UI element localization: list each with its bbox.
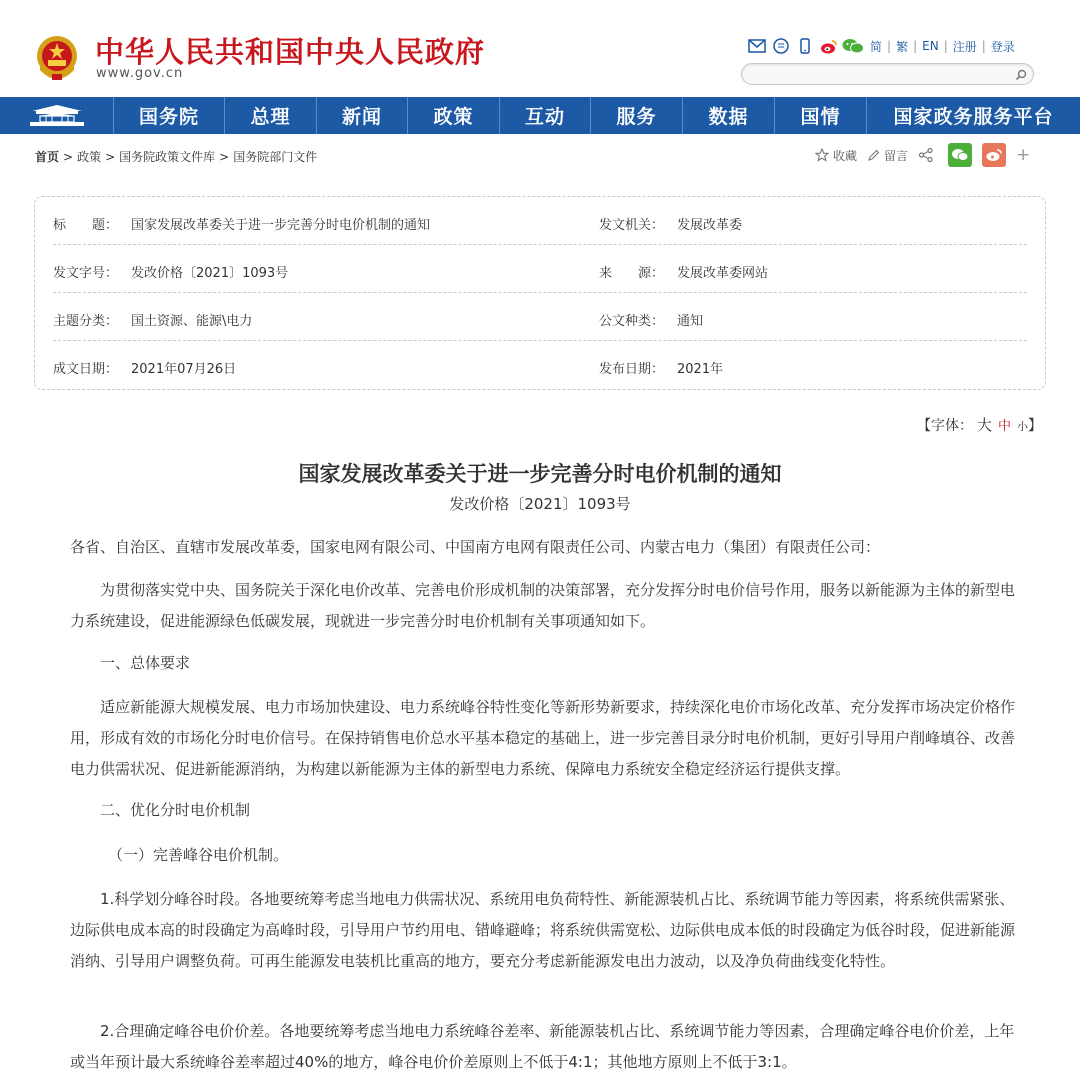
font-size-control: [917, 414, 1042, 435]
article-paragraph-general: 适应新能源大规模发展、电力市场加快建设、电力系统峰谷特性变化等新形势新要求，持续深化电价市场化改革、充分发挥市场决定价格作用，形成有效的市场化分时电价信号。在保持销售电价总水平基本稳定的基础上，进一步完善目录分时电价机制，更好引导用户削峰填谷、改善电力供需状况、促进新能源消纳，为构建以新能源为主体的新型电力系统、保障电力系统安全稳定经济运行提供支撑。: [70, 698, 1016, 778]
font-size-large[interactable]: 大: [977, 416, 993, 434]
breadcrumb-separator: >: [63, 149, 74, 164]
title-value: 国家发展改革委关于进一步完善分时电价机制的通知: [131, 218, 431, 233]
article-paragraph-addressees: 各省、自治区、直辖市发展改革委，国家电网有限公司、中国南方电网有限责任公司、内蒙古电力（集团）有限责任公司：: [70, 538, 881, 556]
info-row: [53, 341, 1027, 389]
nav-state-council[interactable]: 国务院: [114, 97, 225, 134]
search-input[interactable]: [752, 66, 1012, 82]
issuer-label: 发文机关：: [599, 218, 665, 233]
login-link[interactable]: 登录: [990, 39, 1015, 54]
link-separator: |: [887, 39, 892, 53]
nav-premier[interactable]: 总理: [225, 97, 317, 134]
article-paragraph-price-gap: 2.合理确定峰谷电价价差。各地要统筹考虑当地电力系统峰谷差率、新能源装机占比、系统调节能力等因素，合理确定峰谷电价价差，上年或当年预计最大系统峰谷差率超过40%的地方，峰谷电价价差原则上不低于4:1；其他地方原则上不低于3:1。: [70, 1022, 1015, 1071]
info-row: [53, 293, 1027, 341]
breadcrumb-department-docs[interactable]: 国务院部门文件: [233, 150, 318, 164]
nav-interaction[interactable]: 互动: [500, 97, 591, 134]
english-link[interactable]: EN: [922, 39, 939, 53]
font-size-medium[interactable]: 中: [998, 419, 1012, 434]
register-link[interactable]: 注册: [952, 39, 977, 54]
language-links: [870, 38, 1015, 55]
docno-value: 发改价格〔2021〕1093号: [131, 266, 289, 281]
article-paragraph-time-division: 1.科学划分峰谷时段。各地要统筹考虑当地电力供需状况、系统用电负荷特性、新能源装机占比、系统调节能力等因素，将系统供需紧张、边际供电成本高的时段确定为高峰时段，引导用户节约用电、错峰避峰；将系统供需宽松、边际供电成本低的时段确定为低谷时段，促进新能源消纳、引导用户调整负荷。可再生能源发电装机比重高的地方，要充分考虑新能源发电出力波动，以及净负荷曲线变化特性。: [70, 890, 1016, 970]
link-separator: |: [913, 39, 918, 53]
title-label: 标 题：: [53, 218, 119, 233]
breadcrumb-separator: >: [219, 149, 230, 164]
article-heading-general: 一、总体要求: [100, 654, 191, 672]
mobile-icon[interactable]: [794, 36, 816, 56]
traditional-chinese-link[interactable]: 繁: [896, 39, 909, 54]
top-tools: [746, 36, 1015, 56]
breadcrumb-policy-library[interactable]: 国务院政策文件库: [119, 150, 216, 164]
search-icon[interactable]: [1013, 67, 1029, 83]
search-box: [741, 63, 1034, 85]
publish-date-value: 2021年: [677, 362, 724, 377]
national-emblem-icon[interactable]: [34, 34, 80, 82]
topic-value: 国土资源、能源\电力: [131, 314, 253, 329]
weibo-share-icon[interactable]: [982, 143, 1006, 167]
article-heading-optimize: 二、优化分时电价机制: [100, 801, 251, 819]
share-icon[interactable]: [918, 147, 938, 163]
weibo-icon[interactable]: [818, 36, 840, 56]
breadcrumb-policies[interactable]: 政策: [77, 150, 102, 164]
message-icon[interactable]: [770, 36, 792, 56]
article-title: 国家发展改革委关于进一步完善分时电价机制的通知: [298, 462, 782, 486]
wechat-icon[interactable]: [842, 36, 864, 56]
star-icon: [815, 148, 829, 162]
font-size-suffix: 】: [1028, 418, 1043, 434]
nav-gov-service-platform[interactable]: 国家政务服务平台: [893, 106, 1054, 128]
breadcrumb-separator: >: [105, 149, 116, 164]
article-paragraph-intro: 为贯彻落实党中央、国务院关于深化电价改革、完善电价形成机制的决策部署，充分发挥分时电价信号作用，服务以新能源为主体的新型电力系统建设，促进能源绿色低碳发展，现就进一步完善分时电价机制有关事项通知如下。: [70, 581, 1016, 630]
mail-icon[interactable]: [746, 36, 768, 56]
nav-services[interactable]: 服务: [591, 97, 683, 134]
source-value: 发展改革委网站: [677, 266, 769, 281]
comment-button[interactable]: [867, 147, 908, 164]
breadcrumb-home[interactable]: 首页: [35, 150, 60, 164]
more-share-button[interactable]: +: [1016, 145, 1031, 165]
link-separator: |: [943, 39, 948, 53]
breadcrumb: [35, 148, 317, 165]
collect-button[interactable]: [815, 147, 857, 164]
article-subheading-peak-valley: （一）完善峰谷电价机制。: [108, 846, 289, 864]
nav-data[interactable]: 数据: [683, 97, 775, 134]
info-row: [53, 245, 1027, 293]
simplified-chinese-link[interactable]: 简: [870, 39, 883, 54]
share-bar: [815, 143, 1030, 167]
pen-icon: [867, 149, 880, 162]
info-row: [53, 197, 1027, 245]
document-info-table: [34, 196, 1046, 390]
source-label: 来 源：: [599, 266, 665, 281]
issuer-value: 发展改革委: [677, 218, 743, 233]
collect-label: 收藏: [833, 148, 858, 163]
comment-label: 留言: [884, 148, 909, 163]
nav-national-profile[interactable]: 国情: [775, 97, 867, 134]
nav-news[interactable]: 新闻: [317, 97, 408, 134]
docno-label: 发文字号：: [53, 266, 119, 281]
site-header: [0, 0, 1080, 97]
site-url[interactable]: www.gov.cn: [96, 66, 184, 81]
tiananmen-home-icon[interactable]: [0, 97, 114, 134]
type-label: 公文种类：: [599, 314, 665, 329]
main-nav: [0, 97, 1080, 134]
nav-policies[interactable]: 政策: [408, 97, 500, 134]
font-size-small[interactable]: 小: [1017, 420, 1029, 433]
date-value: 2021年07月26日: [131, 362, 237, 377]
publish-date-label: 发布日期：: [599, 362, 665, 377]
article-doc-number: 发改价格〔2021〕1093号: [449, 495, 631, 513]
type-value: 通知: [677, 314, 704, 329]
date-label: 成文日期：: [53, 362, 119, 377]
font-size-prefix: 【字体：: [917, 418, 973, 434]
site-title[interactable]: 中华人民共和国中央人民政府: [95, 35, 486, 69]
wechat-share-icon[interactable]: [948, 143, 972, 167]
link-separator: |: [981, 39, 986, 53]
topic-label: 主题分类：: [53, 314, 119, 329]
